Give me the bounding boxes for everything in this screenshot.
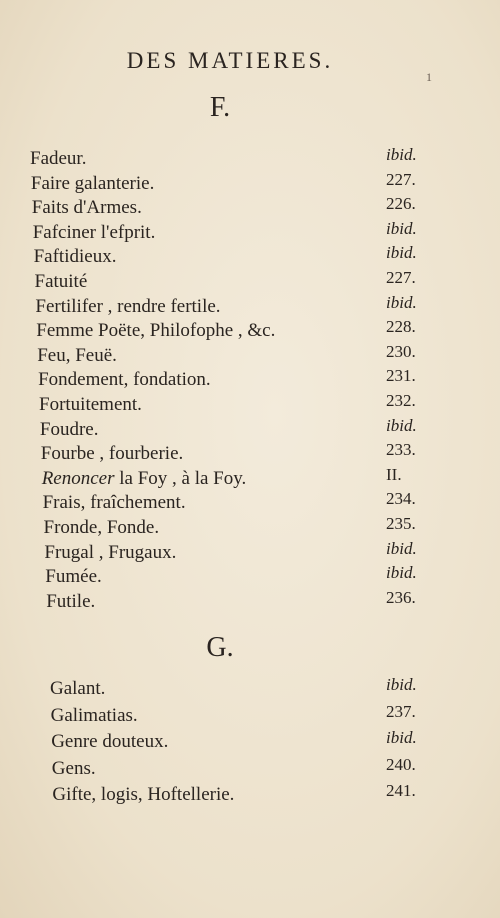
entry-term-italic: Renoncer: [41, 467, 115, 489]
entry-term-text: Foudre.: [39, 418, 99, 440]
entry-term-text: Gens.: [51, 757, 96, 779]
entry-term-text: Fertilifer , rendre fertile.: [35, 295, 221, 317]
page-mark: 1: [426, 70, 432, 84]
entry-term-text: Fadeur.: [30, 148, 87, 169]
entry-term: [39, 392, 142, 418]
entry-page-ref: 234.: [386, 489, 416, 509]
entry-term: [43, 490, 186, 516]
entry-term: [35, 294, 220, 320]
entry-page-ref: 236.: [386, 587, 416, 607]
entry-term-text: Frugal , Frugaux.: [44, 541, 177, 563]
entry-term: [46, 589, 95, 615]
entry-term-text: Futile.: [46, 590, 96, 612]
entry-term-text: Fortuitement.: [39, 394, 142, 415]
entry-term-text: Genre douteux.: [51, 731, 169, 752]
entry-term: [40, 417, 99, 443]
entry-term: [44, 540, 176, 566]
entry-page-ref: ibid.: [386, 675, 417, 694]
entry-page-ref: 226.: [386, 194, 416, 214]
entry-term-text: Fondement, fondation.: [38, 369, 211, 391]
entry-page-ref: 227.: [386, 268, 416, 287]
entry-term-text: Feu, Feuë.: [37, 344, 117, 366]
entry-term-text: Faire galanterie.: [30, 172, 155, 194]
entry-term: [44, 515, 160, 541]
entry-page-ref: 232.: [386, 391, 416, 410]
entry-term-text: Fafciner l'efprit.: [32, 221, 156, 243]
entry-term: [51, 729, 168, 755]
entry-page-ref: ibid.: [386, 218, 417, 238]
entry-page-ref: 233.: [386, 440, 416, 460]
entry-term: [35, 269, 88, 295]
entry-term-text: Femme Poëte, Philofophe , &c.: [36, 320, 276, 342]
entry-page-ref: 240.: [386, 754, 416, 774]
entry-term: [45, 564, 101, 590]
entry-term: [41, 441, 183, 467]
entry-term: [52, 756, 96, 782]
entry-page-ref: ibid.: [386, 292, 417, 312]
entry-term: [52, 782, 234, 808]
entry-term-text: Frais, fraîchement.: [42, 492, 186, 514]
section-letter-f: F.: [209, 92, 231, 123]
entry-page-ref: 230.: [386, 341, 416, 361]
entry-page-ref: ibid.: [386, 243, 417, 263]
entry-page-ref: 228.: [386, 317, 416, 337]
section-letter-g: G.: [206, 632, 234, 663]
entry-term: [51, 703, 138, 729]
entry-term-text: Fatuité: [34, 271, 88, 292]
index-entry: [0, 782, 500, 808]
entry-page-ref: 241.: [386, 781, 416, 800]
entry-page-ref: ibid.: [386, 415, 417, 435]
entry-term: [42, 466, 247, 492]
entry-page-ref: ibid.: [386, 728, 417, 747]
entry-page-ref: 227.: [386, 169, 416, 189]
entry-page-ref: 231.: [386, 366, 416, 386]
entry-term: [34, 244, 117, 270]
entry-term-text: Galant.: [50, 678, 106, 699]
entry-term: [36, 318, 275, 344]
entry-term-text: Faits d'Armes.: [31, 197, 142, 219]
entry-term: [50, 676, 105, 702]
entry-term-text: Fourbe , fourberie.: [40, 443, 184, 465]
index-entry: [0, 589, 500, 615]
entry-page-ref: ibid.: [386, 538, 417, 558]
entry-term: [32, 195, 142, 221]
entry-term-text: Faftidieux.: [33, 246, 117, 268]
entry-page-ref: ibid.: [386, 563, 417, 583]
entry-term-text: Fronde, Fonde.: [43, 517, 160, 538]
entry-page-ref: ibid.: [386, 145, 417, 164]
entry-term-text: Gifte, logis, Hoftellerie.: [52, 784, 235, 805]
entry-page-ref: 235.: [386, 514, 416, 533]
entry-page-ref: II.: [386, 464, 402, 484]
entry-term: [37, 343, 117, 369]
running-header: DES MATIERES.: [126, 48, 334, 73]
entry-term: [30, 146, 86, 172]
entry-term-text: Fumée.: [45, 566, 102, 588]
entry-term: [33, 220, 156, 246]
entry-term-text: la Foy , à la Foy.: [114, 467, 247, 489]
entry-term-text: Galimatias.: [50, 704, 138, 726]
entry-page-ref: 237.: [386, 701, 416, 721]
entry-term: [31, 171, 154, 197]
entry-term: [38, 367, 211, 393]
